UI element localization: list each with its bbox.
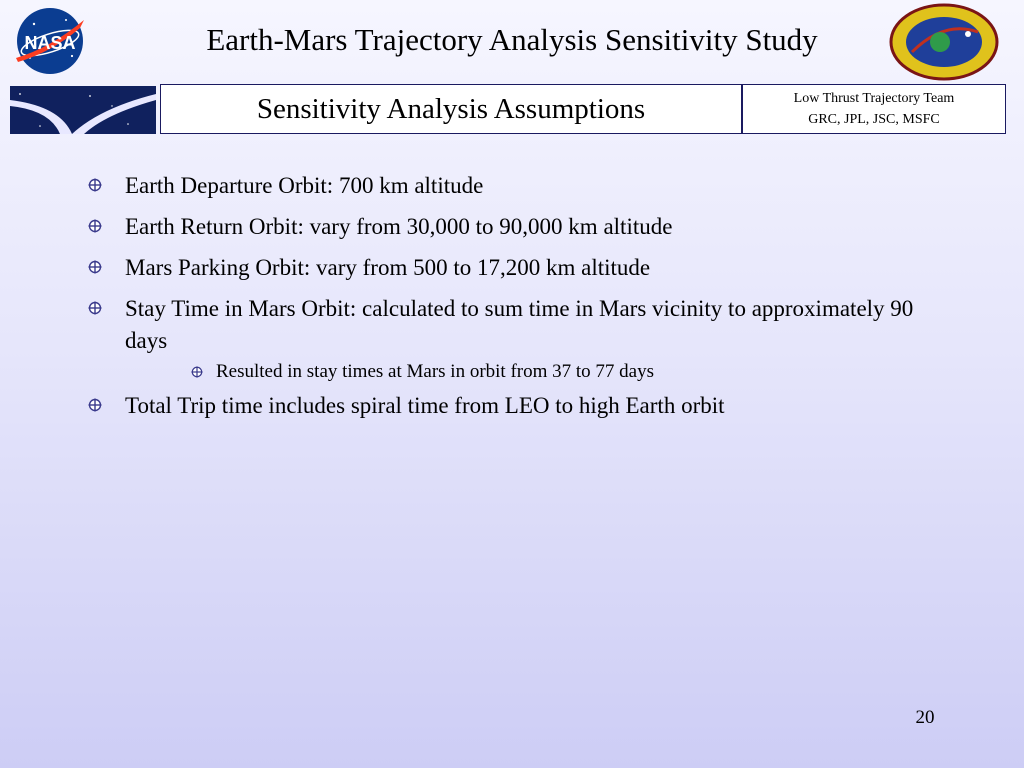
- bullet-text: Stay Time in Mars Orbit: calculated to sum time in Mars vicinity to approximately 90 days: [125, 296, 914, 353]
- division-logo-icon: [888, 2, 1000, 82]
- svg-text:NASA: NASA: [24, 33, 76, 53]
- bullet-item: [0, 170, 1024, 202]
- page-title: Earth-Mars Trajectory Analysis Sensitivity Study: [206, 22, 818, 57]
- swoosh-banner-icon: [10, 86, 156, 134]
- team-name: Low Thrust Trajectory Team: [793, 91, 955, 106]
- nasa-logo-icon: [10, 6, 90, 76]
- sub-bullet-text: Resulted in stay times at Mars in orbit from 37 to 77 days: [216, 361, 655, 382]
- bullet-text: Total Trip time includes spiral time from LEO to high Earth orbit: [125, 393, 725, 418]
- bullet-item: [0, 293, 1024, 357]
- subtitle-box: [160, 84, 742, 134]
- page-number: 20: [915, 707, 935, 728]
- crosshair-bullet-icon: [88, 301, 102, 315]
- crosshair-bullet-icon: [88, 398, 102, 412]
- bullet-item: [0, 390, 1024, 422]
- bullet-text: Mars Parking Orbit: vary from 500 to 17,200 km altitude: [125, 255, 651, 280]
- team-centers: GRC, JPL, JSC, MSFC: [808, 112, 940, 127]
- bullet-item: [0, 211, 1024, 243]
- crosshair-bullet-icon: [88, 260, 102, 274]
- sub-bullet-item: [0, 359, 1024, 385]
- bullet-text: Earth Return Orbit: vary from 30,000 to 90,000 km altitude: [125, 214, 673, 239]
- crosshair-bullet-icon: [191, 366, 203, 378]
- bullet-item: [0, 252, 1024, 284]
- bullet-list: [0, 170, 1024, 431]
- crosshair-bullet-icon: [88, 219, 102, 233]
- crosshair-bullet-icon: [88, 178, 102, 192]
- team-box: [742, 84, 1006, 134]
- subtitle: Sensitivity Analysis Assumptions: [256, 92, 646, 125]
- bullet-text: Earth Departure Orbit: 700 km altitude: [125, 173, 484, 198]
